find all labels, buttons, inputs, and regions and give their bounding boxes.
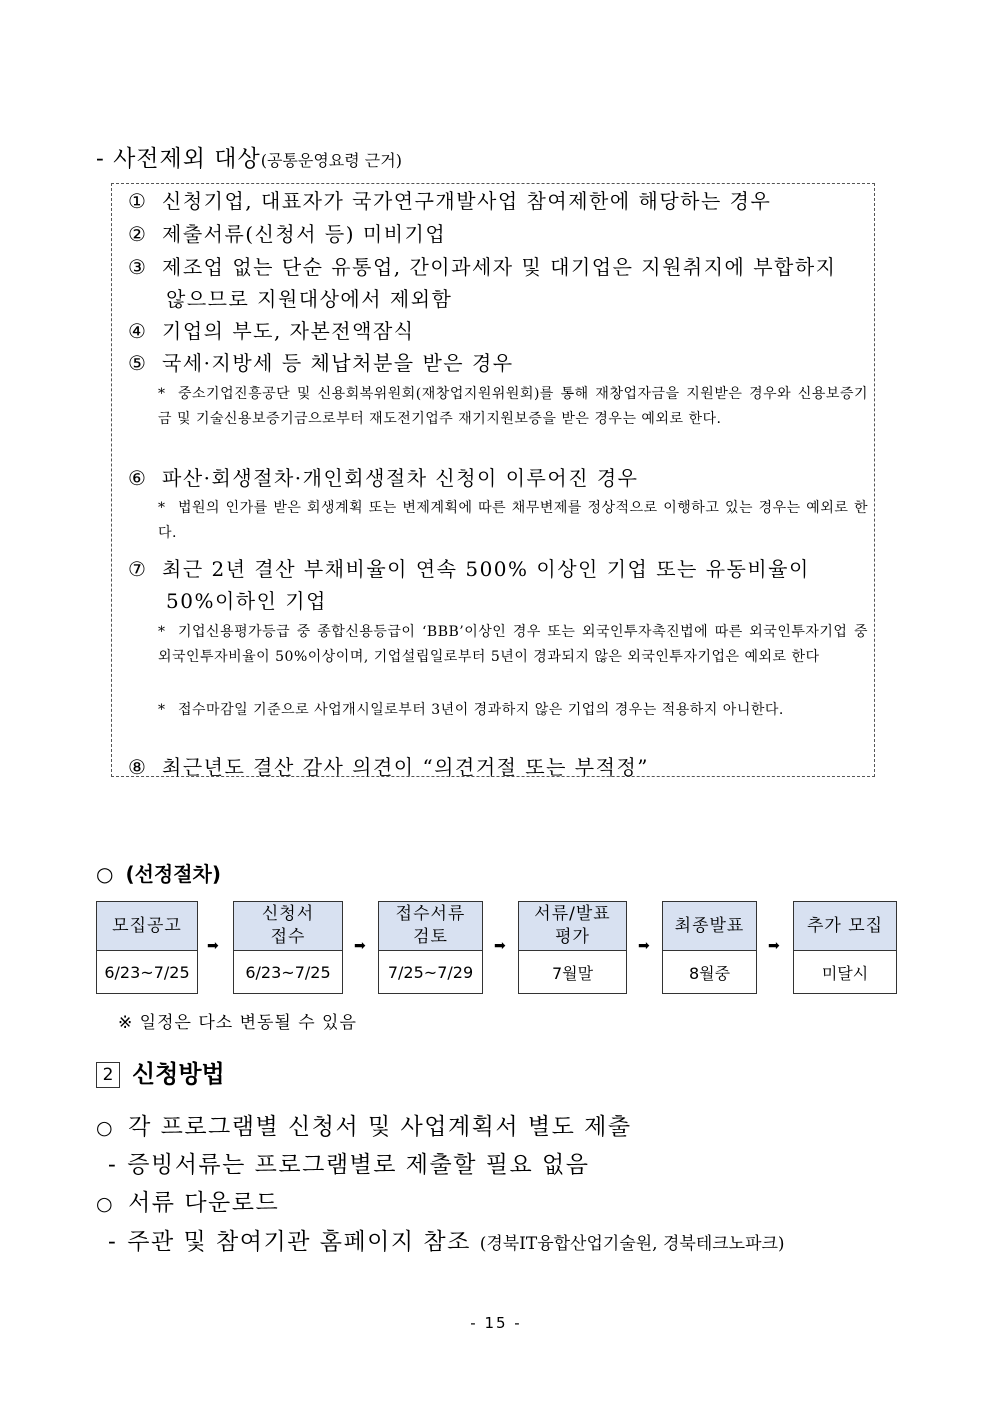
step-6-date: 미달시 [793, 951, 897, 994]
section-heading [96, 140, 402, 173]
method-line-3 [96, 1184, 279, 1217]
item-text: 신청기업, 대표자가 국가연구개발사업 참여제한에 해당하는 경우 [162, 189, 772, 213]
schedule-note: ※ 일정은 다소 변동될 수 있음 [118, 1013, 357, 1033]
step-label-text: 서류/발표 평가 [534, 904, 611, 947]
item-number: ⑥ [128, 466, 146, 490]
method-heading [96, 1054, 225, 1089]
step-label-text: 최종발표 [674, 915, 745, 936]
arrow-icon: ➡ [207, 938, 219, 954]
step-6-label [793, 901, 897, 951]
method-title: 신청방법 [132, 1060, 225, 1088]
process-heading [96, 858, 221, 887]
step-3-label [378, 901, 483, 951]
item-text: 최근년도 결산 감사 의견이 “의견거절 또는 부적정” [162, 755, 649, 779]
step-5-date: 8월중 [662, 951, 757, 994]
arrow-icon: ➡ [638, 938, 650, 954]
method-line-4 [108, 1223, 785, 1256]
step-5-label [662, 901, 757, 951]
exclusion-item-2 [128, 218, 446, 247]
arrow-icon: ➡ [494, 938, 506, 954]
line-mark: - [108, 1152, 118, 1178]
item-number: ① [128, 189, 146, 213]
line-small-text: (경북IT융합산업기술원, 경북테크노파크) [479, 1234, 785, 1254]
step-1-label [96, 901, 198, 951]
item-text: 최근 2년 결산 부채비율이 연속 500% 이상인 기업 또는 유동비율이 [162, 557, 810, 581]
note-text: 접수마감일 기준으로 사업개시일로부터 3년이 경과하지 않은 기업의 경우는 적용하지 아니한다. [178, 702, 784, 718]
section-basis: (공통운영요령 근거) [260, 151, 402, 170]
item-number: ⑧ [128, 755, 146, 779]
process-title: (선정절차) [125, 862, 222, 886]
item-number: ② [128, 222, 146, 246]
page-number: - 15 - [470, 1314, 522, 1332]
note-star: * [158, 624, 166, 640]
exclusion-item-6 [128, 462, 639, 491]
step-label-text: 신청서 접수 [261, 904, 315, 947]
exclusion-item-3-cont: 않으므로 지원대상에서 제외함 [166, 287, 453, 311]
step-2-label [233, 901, 343, 951]
item-text: 기업의 부도, 자본전액잠식 [162, 319, 415, 343]
item-number: ⑦ [128, 557, 146, 581]
section-prefix: - [96, 146, 105, 172]
exclusion-item-8 [128, 751, 649, 780]
method-line-2 [108, 1146, 589, 1179]
item-number: ⑤ [128, 351, 146, 375]
exclusion-item-3 [128, 251, 837, 280]
line-mark: ○ [96, 1193, 115, 1215]
exclusion-item-7 [128, 553, 810, 582]
note-item-6 [158, 496, 868, 545]
step-label-text: 모집공고 [112, 915, 182, 936]
step-4-label [518, 901, 627, 951]
item-text: 파산·회생절차·개인회생절차 신청이 이루어진 경우 [162, 466, 639, 490]
item-text: 제조업 없는 단순 유통업, 간이과세자 및 대기업은 지원취지에 부합하지 [162, 255, 837, 279]
arrow-icon: ➡ [768, 938, 780, 954]
note-text: 법원의 인가를 받은 회생계획 또는 변제계획에 따른 채무변제를 정상적으로 이행하고 있는 경우는 예외로 한다. [158, 500, 868, 541]
process-bullet: ○ [96, 862, 114, 886]
exclusion-item-5 [128, 347, 514, 376]
note-star: * [158, 702, 166, 718]
item-number: ④ [128, 319, 146, 343]
step-4-date: 7월말 [518, 951, 627, 994]
note-star: * [158, 386, 166, 402]
step-label-text: 접수서류 검토 [395, 904, 466, 947]
line-text: 서류 다운로드 [128, 1190, 280, 1216]
exclusion-item-1 [128, 185, 771, 214]
step-2-date: 6/23~7/25 [233, 951, 343, 994]
note-item-5 [158, 382, 868, 431]
note-text: 중소기업진흥공단 및 신용회복위원회(재창업지원위원회)를 통해 재창업자금을 지원받은 경우와 신용보증기금 및 기술신용보증기금으로부터 재도전기업주 재기지원보증을 받은 경우는 예외로 한다. [158, 386, 868, 427]
note-text: 기업신용평가등급 중 종합신용등급이 ‘BBB’이상인 경우 또는 외국인투자촉진법에 따른 외국인투자기업 중 외국인투자비율이 50%이상이며, 기업설립일로부터 5년이 경과되지 않은 외국인투자기업은 예외로 한다 [158, 624, 868, 665]
item-number: ③ [128, 255, 146, 279]
method-line-1 [96, 1108, 632, 1141]
line-text: 각 프로그램별 신청서 및 사업계획서 별도 제출 [128, 1114, 632, 1140]
line-text: 증빙서류는 프로그램별로 제출할 필요 없음 [127, 1152, 590, 1178]
note-item-7a [158, 620, 868, 669]
section-title: 사전제외 대상 [113, 146, 261, 172]
arrow-icon: ➡ [354, 938, 366, 954]
line-mark: - [108, 1229, 118, 1255]
note-item-7b [158, 698, 868, 723]
line-mark: ○ [96, 1117, 115, 1139]
section-number: 2 [96, 1062, 120, 1088]
line-text: 주관 및 참여기관 홈페이지 참조 [127, 1229, 471, 1255]
item-text: 국세·지방세 등 체납처분을 받은 경우 [162, 351, 514, 375]
exclusion-item-4 [128, 315, 415, 344]
note-star: * [158, 500, 166, 516]
step-3-date: 7/25~7/29 [378, 951, 483, 994]
step-1-date: 6/23~7/25 [96, 951, 198, 994]
exclusion-item-7-cont: 50%이하인 기업 [166, 589, 327, 613]
item-text: 제출서류(신청서 등) 미비기업 [162, 222, 447, 246]
step-label-text: 추가 모집 [806, 915, 884, 936]
